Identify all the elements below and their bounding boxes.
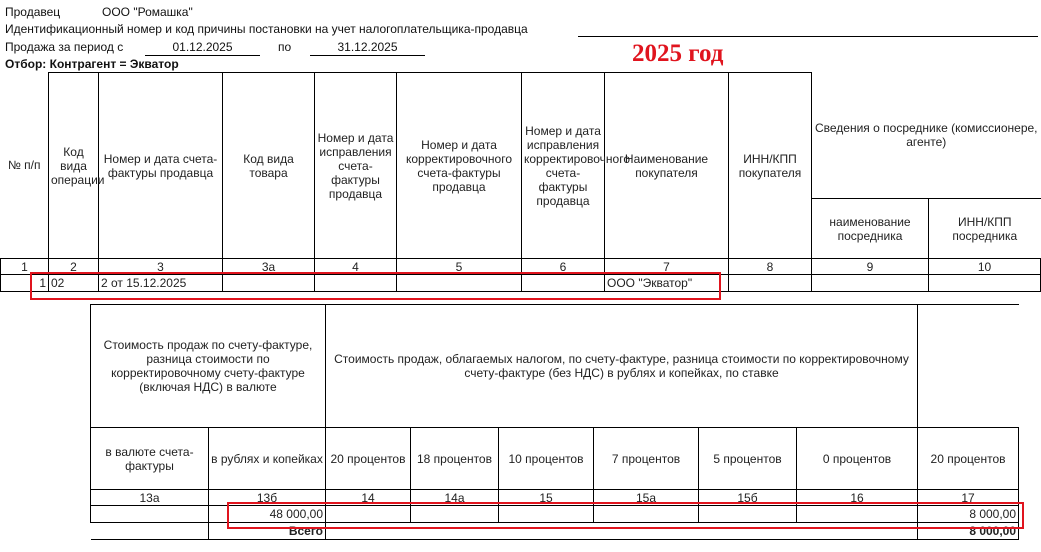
- col-num: 6: [522, 259, 605, 275]
- col-header-rubles: в рублях и копейках: [209, 428, 326, 490]
- period-from-value: 01.12.2025: [145, 40, 260, 56]
- col-header-intermediary: Сведения о посреднике (комиссионере, агенте): [812, 73, 1041, 199]
- totals-label: Всего: [209, 523, 326, 540]
- col-num: 10: [929, 259, 1041, 275]
- inn-underline: [578, 36, 1038, 37]
- col-header-goods-code: Код вида товара: [223, 73, 315, 259]
- col-num: 16: [797, 490, 918, 506]
- col-num: 14а: [411, 490, 499, 506]
- col-header-adjustment-correction: Номер и дата исправления корректировочного счета-фактуры продавца: [522, 73, 605, 259]
- col-num: 7: [605, 259, 729, 275]
- column-numbers-row-1: [1, 259, 1041, 275]
- col-num: 17: [918, 490, 1019, 506]
- row-invoice: 2 от 15.12.2025: [99, 275, 223, 292]
- totals-value: 8 000,00: [918, 523, 1019, 540]
- col-num: 3: [99, 259, 223, 275]
- col-header-rate-18: 18 процентов: [411, 428, 499, 490]
- row-rate-18: [411, 506, 499, 523]
- col-num: 14: [326, 490, 411, 506]
- col-header-correction: Номер и дата исправления счета-фактуры продавца: [315, 73, 397, 259]
- seller-value: ООО "Ромашка": [102, 5, 193, 19]
- table-row: [91, 506, 1019, 523]
- row-currency: [91, 506, 209, 523]
- col-header-currency: в валюте счета-фактуры: [91, 428, 209, 490]
- col-header-rate-10: 10 процентов: [499, 428, 594, 490]
- col-header-intermediary-name: наименование посредника: [812, 199, 929, 259]
- col-header-rate-20-b: 20 процентов: [918, 428, 1019, 490]
- row-correction: [315, 275, 397, 292]
- col-header-adjustment: Номер и дата корректировочного счета-фактуры продавца: [397, 73, 522, 259]
- row-rubles-total: 48 000,00: [209, 506, 326, 523]
- col-num: 1: [1, 259, 49, 275]
- col-header-intermediary-inn: ИНН/КПП посредника: [929, 199, 1041, 259]
- col-num: 2: [49, 259, 99, 275]
- row-intermediary-inn: [929, 275, 1041, 292]
- period-label: Продажа за период с: [5, 40, 124, 54]
- period-to-label: по: [278, 40, 292, 54]
- row-intermediary-name: [812, 275, 929, 292]
- col-header-rate-5: 5 процентов: [699, 428, 797, 490]
- col-header-cost-taxed-ext: [918, 305, 1019, 428]
- col-header-op-code: Код вида операции: [49, 73, 99, 259]
- col-header-buyer: Наименование покупателя: [605, 73, 729, 259]
- row-rate-20-b: 8 000,00: [918, 506, 1019, 523]
- col-num: 15: [499, 490, 594, 506]
- col-num: 13а: [91, 490, 209, 506]
- col-header-cost-taxed: Стоимость продаж, облагаемых налогом, по счету-фактуре, разница стоимости по корректировочному счету-фактуре (без НДС) в рублях и копейках, по ставке: [326, 305, 918, 428]
- sales-book-table-1: [0, 72, 1041, 292]
- col-num: 8: [729, 259, 812, 275]
- col-header-num: № п/п: [1, 73, 49, 259]
- seller-label: Продавец: [5, 5, 61, 19]
- col-num: 3а: [223, 259, 315, 275]
- row-rate-10: [499, 506, 594, 523]
- col-num: 15б: [699, 490, 797, 506]
- col-header-rate-0: 0 процентов: [797, 428, 918, 490]
- col-header-rate-7: 7 процентов: [594, 428, 699, 490]
- row-goods-code: [223, 275, 315, 292]
- totals-row: [91, 523, 1019, 540]
- row-adjustment-correction: [522, 275, 605, 292]
- col-num: 13б: [209, 490, 326, 506]
- col-num: 9: [812, 259, 929, 275]
- table-row: [1, 275, 1041, 292]
- filter-text: Отбор: Контрагент = Экватор: [5, 57, 179, 71]
- totals-gap: [326, 523, 918, 540]
- col-num: 4: [315, 259, 397, 275]
- row-rate-20: [326, 506, 411, 523]
- col-header-cost-total: Стоимость продаж по счету-фактуре, разница стоимости по корректировочному счету-фактуре (включая НДС) в валюте: [91, 305, 326, 428]
- row-buyer: ООО "Экватор": [605, 275, 729, 292]
- row-rate-5: [699, 506, 797, 523]
- period-to-value: 31.12.2025: [310, 40, 425, 56]
- row-buyer-inn: [729, 275, 812, 292]
- totals-spacer: [91, 523, 209, 540]
- row-rate-7: [594, 506, 699, 523]
- sales-book-table-2: [90, 304, 1019, 540]
- row-rate-0: [797, 506, 918, 523]
- col-num: 5: [397, 259, 522, 275]
- year-note: 2025 год: [632, 40, 724, 67]
- row-num: 1: [1, 275, 49, 292]
- col-num: 15а: [594, 490, 699, 506]
- inn-label: Идентификационный номер и код причины постановки на учет налогоплательщика-продавца: [5, 22, 528, 36]
- row-adjustment: [397, 275, 522, 292]
- row-op-code: 02: [49, 275, 99, 292]
- col-header-rate-20: 20 процентов: [326, 428, 411, 490]
- col-header-buyer-inn: ИНН/КПП покупателя: [729, 73, 812, 259]
- column-numbers-row-2: [91, 490, 1019, 506]
- col-header-invoice: Номер и дата счета-фактуры продавца: [99, 73, 223, 259]
